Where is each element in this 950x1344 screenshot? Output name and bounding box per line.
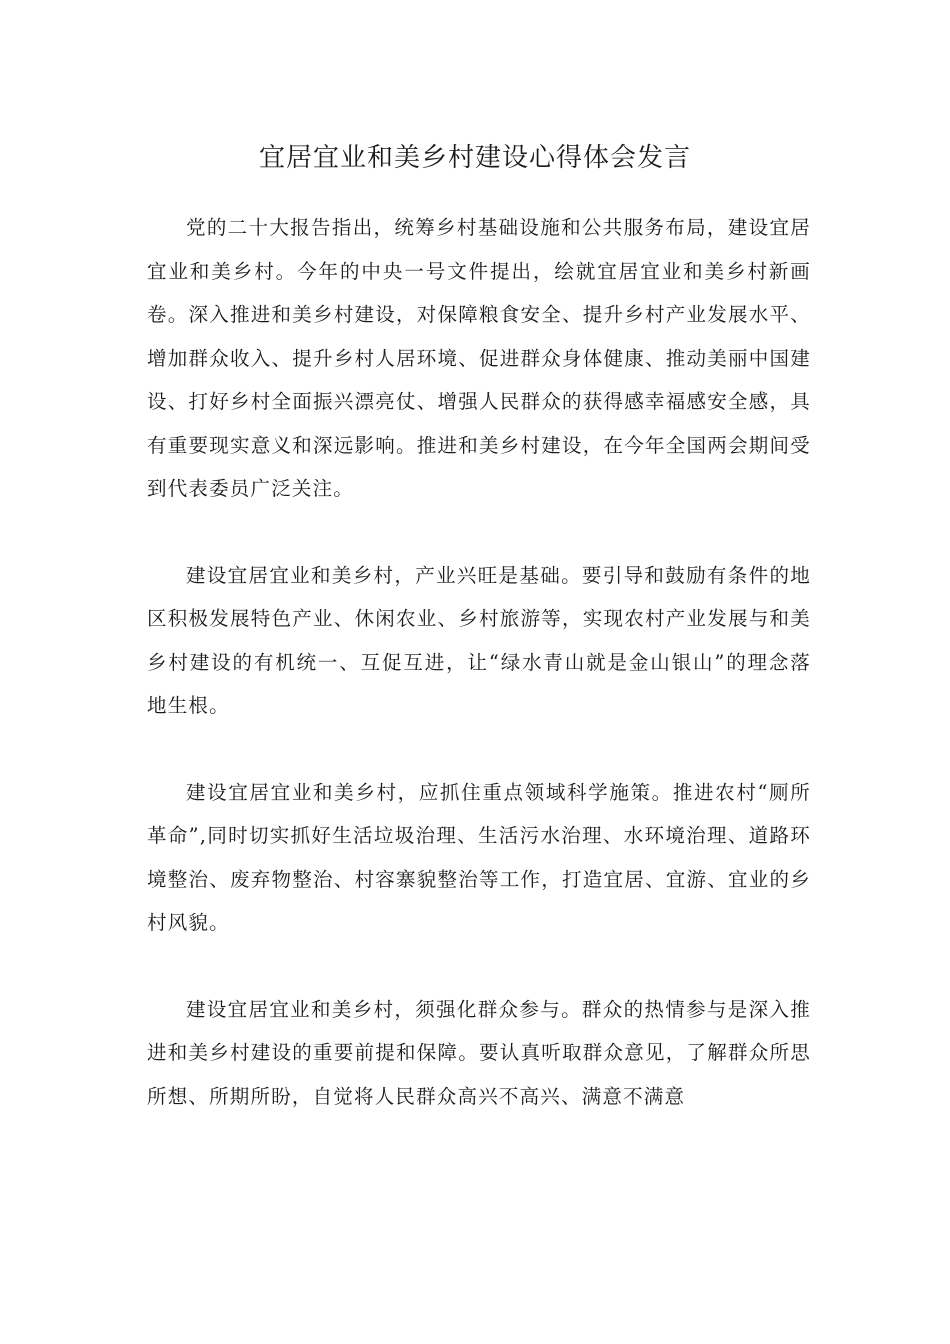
paragraph-4: 建设宜居宜业和美乡村，须强化群众参与。群众的热情参与是深入推进和美乡村建设的重要前提和保障。要认真听取群众意见，了解群众所思所想、所期所盼，自觉将人民群众高兴不高兴、满意不满意 xyxy=(147,997,811,1108)
paragraph-3: 建设宜居宜业和美乡村，应抓住重点领域科学施策。推进农村“厕所革命”,同时切实抓好生活垃圾治理、生活污水治理、水环境治理、道路环境整治、废弃物整治、村容寨貌整治等工作，打造宜居、宜游、宜业的乡村风貌。 xyxy=(147,780,811,934)
paragraph-1: 党的二十大报告指出，统筹乡村基础设施和公共服务布局，建设宜居宜业和美乡村。今年的中央一号文件提出，绘就宜居宜业和美乡村新画卷。深入推进和美乡村建设，对保障粮食安全、提升乡村产业发展水平、增加群众收入、提升乡村人居环境、促进群众身体健康、推动美丽中国建设、打好乡村全面振兴漂亮仗、增强人民群众的获得感幸福感安全感，具有重要现实意义和深远影响。推进和美乡村建设，在今年全国两会期间受到代表委员广泛关注。 xyxy=(147,216,811,500)
paragraph-2: 建设宜居宜业和美乡村，产业兴旺是基础。要引导和鼓励有条件的地区积极发展特色产业、休闲农业、乡村旅游等，实现农村产业发展与和美乡村建设的有机统一、互促互进，让“绿水青山就是金山银山”的理念落地生根。 xyxy=(147,563,811,717)
document-title: 宜居宜业和美乡村建设心得体会发言 xyxy=(258,143,691,173)
document-body xyxy=(147,206,811,1161)
